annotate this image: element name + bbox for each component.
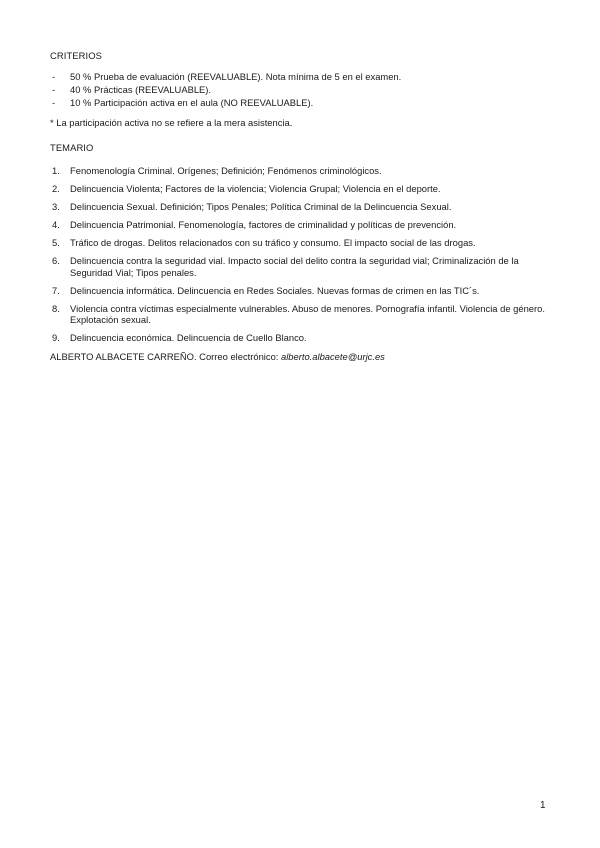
- criterios-item-text: 50 % Prueba de evaluación (REEVALUABLE). Nota mínima de 5 en el examen.: [70, 71, 402, 83]
- criterios-item: [50, 71, 555, 82]
- temario-item-text: Delincuencia Violenta; Factores de la violencia; Violencia Grupal; Violencia en el deporte.: [70, 183, 441, 195]
- temario-item-text: Tráfico de drogas. Delitos relacionados con su tráfico y consumo. El impacto social de las drogas.: [70, 237, 476, 249]
- item-number: 5.: [52, 237, 60, 249]
- criterios-list: [50, 71, 555, 108]
- item-number: 2.: [52, 183, 60, 195]
- temario-item: [50, 332, 555, 343]
- item-number: 7.: [52, 284, 60, 296]
- temario-item-text: Delincuencia Sexual. Definición; Tipos Penales; Política Criminal de la Delincuencia Sexual.: [70, 201, 452, 213]
- item-number: 3.: [52, 201, 60, 213]
- dash-bullet: -: [52, 84, 56, 96]
- item-number: 9.: [52, 332, 60, 344]
- temario-item-text: Delincuencia económica. Delincuencia de Cuello Blanco.: [70, 332, 307, 344]
- temario-item: [50, 183, 555, 194]
- criterios-heading: CRITERIOS: [50, 50, 102, 61]
- contact-line: [50, 351, 555, 362]
- dash-bullet: -: [52, 71, 56, 83]
- item-number: 4.: [52, 219, 60, 231]
- temario-item: [50, 303, 555, 326]
- temario-item: [50, 237, 555, 248]
- item-number: 1.: [52, 165, 60, 177]
- temario-item: [50, 201, 555, 212]
- temario-item-text: Delincuencia informática. Delincuencia en Redes Sociales. Nuevas formas de crimen en las TIC´s.: [70, 284, 480, 296]
- temario-heading: TEMARIO: [50, 142, 94, 154]
- temario-item-text: Delincuencia contra la seguridad vial. Impacto social del delito contra la seguridad vial; Criminalización de la Seguridad Vial; Tipos penales.: [70, 255, 519, 278]
- temario-item: [50, 255, 555, 278]
- temario-item: [50, 285, 555, 296]
- temario-item: [50, 165, 555, 176]
- page-number: 1: [540, 800, 546, 811]
- contact-email-link[interactable]: alberto.albacete@urjc.es: [281, 350, 385, 362]
- dash-bullet: -: [52, 97, 56, 109]
- contact-name: ALBERTO ALBACETE CARREÑO. Correo electrónico:: [50, 350, 281, 362]
- participation-note: * La participación activa no se refiere a la mera asistencia.: [50, 116, 293, 128]
- document-page: [50, 50, 555, 362]
- temario-item-text: Delincuencia Patrimonial. Fenomenología, factores de criminalidad y políticas de prevención.: [70, 219, 457, 231]
- criterios-item: [50, 97, 555, 108]
- temario-list: [50, 165, 555, 343]
- temario-item: [50, 219, 555, 230]
- criterios-item: [50, 84, 555, 95]
- item-number: 8.: [52, 302, 60, 314]
- item-number: 6.: [52, 255, 60, 267]
- criterios-item-text: 10 % Participación activa en el aula (NO REEVALUABLE).: [70, 97, 314, 109]
- temario-item-text: Violencia contra víctimas especialmente vulnerables. Abuso de menores. Pornografía infantil. Violencia de género. Explotación sexual.: [70, 302, 545, 326]
- temario-item-text: Fenomenología Criminal. Orígenes; Definición; Fenómenos criminológicos.: [70, 165, 382, 177]
- criterios-item-text: 40 % Prácticas (REEVALUABLE).: [70, 84, 212, 96]
